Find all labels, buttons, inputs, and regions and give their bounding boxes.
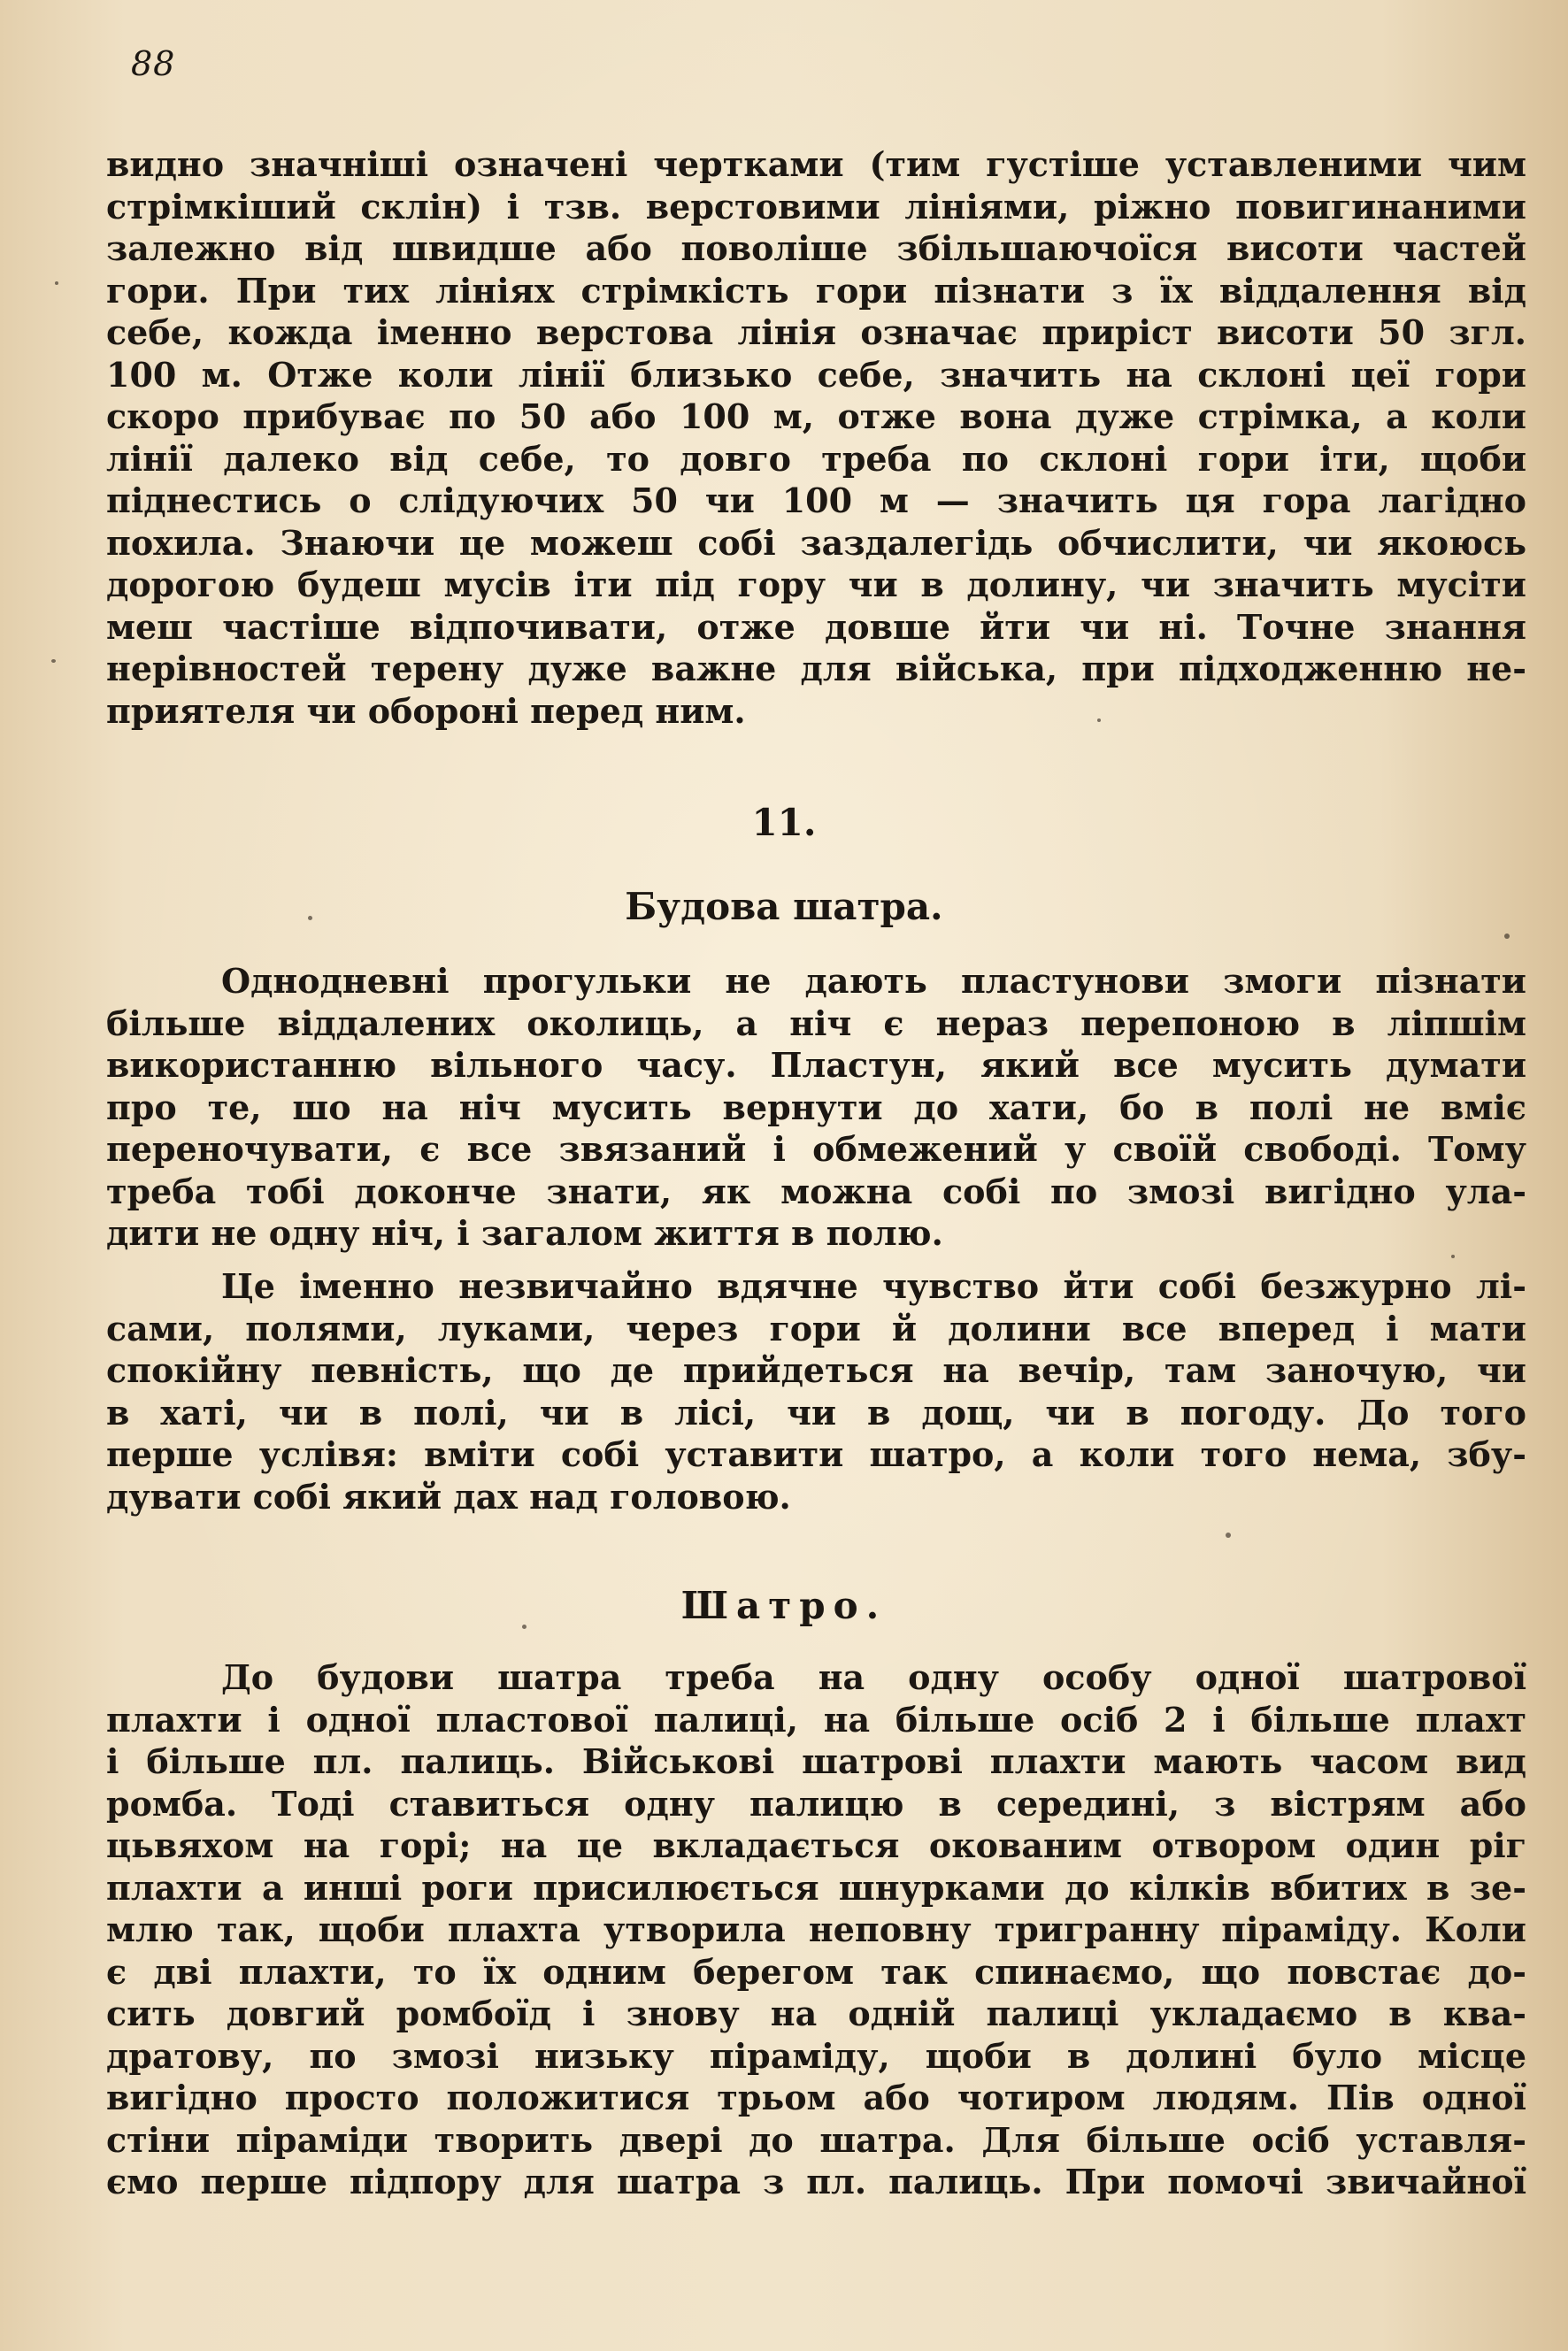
ink-speck xyxy=(1226,1533,1231,1538)
text-line: похила. Знаючи це можеш собі заздалегідь обчислити, чи якоюсь xyxy=(106,522,1526,563)
text-line: скоро прибуває по 50 або 100 м, отже вона дуже стрімка, а коли xyxy=(106,396,1526,436)
text-line: перше услівя: вміти собі уставити шатро, а коли того нема, збу- xyxy=(106,1434,1526,1474)
text-line: млю так, щоби плахта утворила неповну триграннy піраміду. Коли xyxy=(106,1909,1526,1949)
text-line: До будови шатра треба на одну особу одної шатрової xyxy=(221,1657,1526,1697)
text-line: цьвяхом на горі; на це вкладається окованим отвором один ріг xyxy=(106,1825,1526,1865)
section-paragraph-1 xyxy=(106,960,1526,1255)
ink-speck xyxy=(51,659,56,663)
text-line: переночувати, є все звязаний і обмежений у своїй свободі. Тому xyxy=(106,1129,1526,1169)
text-line: лінії далеко від себе, то довго треба по склоні гори іти, щоби xyxy=(106,438,1526,479)
text-line: дорогою будеш мусів іти під гору чи в долину, чи значить мусіти xyxy=(106,565,1526,604)
text-line: використанню вільного часу. Пластун, який все мусить думати xyxy=(106,1045,1526,1085)
ink-speck xyxy=(1451,1255,1455,1258)
text-line: гори. При тих лініях стрімкість гори пізнати з їх віддалення від xyxy=(106,270,1526,311)
section-number: 11. xyxy=(751,801,817,844)
section-title: Будова шатра. xyxy=(625,885,943,928)
text-line: треба тобі доконче знати, як можна собі по змозі вигідно ула- xyxy=(106,1171,1526,1211)
text-line: в хаті, чи в полі, чи в лісі, чи в дощ, чи в погоду. До того xyxy=(106,1392,1526,1433)
text-line: Це іменно незвичайно вдячне чувство йти собі безжурно лі- xyxy=(221,1266,1526,1306)
subsection-paragraph xyxy=(106,1656,1526,2203)
text-line: і більше пл. палиць. Військові шатрові плахти мають часом вид xyxy=(106,1741,1526,1781)
text-line: сить довгий ромбоїд і знову на одній палиці укладаємо в ква- xyxy=(106,1994,1526,2033)
ink-speck xyxy=(55,281,58,285)
text-line: Однодневні прогульки не дають пластунови змоги пізнати xyxy=(221,961,1526,1001)
section-paragraph-2 xyxy=(106,1265,1526,1517)
text-line: приятеля чи обороні перед ним. xyxy=(106,690,746,731)
text-line: піднестись о слідуючих 50 чи 100 м — значить ця гора лагідно xyxy=(106,480,1526,520)
text-line: залежно від швидше або поволіше збільшаючоїся висоти частей xyxy=(106,228,1526,268)
page-number: 88 xyxy=(131,44,176,83)
intro-paragraph xyxy=(106,143,1526,732)
text-line: стрімкіший склін) і тзв. верстовими лініями, ріжно повигинаними xyxy=(106,186,1526,227)
text-line: є дві плахти, то їх одним берегом так спинаємо, що повстає до- xyxy=(106,1951,1526,1992)
text-line: дити не одну ніч, і загалом життя в полю. xyxy=(106,1213,943,1253)
text-line: видно значніші означені чертками (тим густіше уставленими чим xyxy=(106,144,1526,184)
text-line: себе, кожда іменно верстова лінія означає приріст висоти 50 згл. xyxy=(106,312,1526,352)
text-line: плахти а инші роги присилюється шнурками до кілків вбитих в зе- xyxy=(106,1867,1526,1908)
text-line: 100 м. Отже коли лінії близько себе, значить на склоні цеї гори xyxy=(106,354,1526,395)
subsection-title: Шатро. xyxy=(680,1584,888,1627)
text-line: ємо перше підпору для шатра з пл. палиць. При помочі звичайної xyxy=(106,2162,1526,2201)
ink-speck xyxy=(1097,718,1101,722)
text-line: дувати собі який дах над головою. xyxy=(106,1476,791,1517)
ink-speck xyxy=(308,916,312,920)
text-line: сами, полями, луками, через гори й долини все вперед і мати xyxy=(106,1308,1526,1348)
text-line: ромба. Тоді ставиться одну палицю в середині, з вістрям або xyxy=(106,1783,1526,1824)
ink-speck xyxy=(1504,933,1510,939)
text-line: стіни піраміди творить двері до шатра. Для більше осіб уставля- xyxy=(106,2119,1526,2160)
text-line: більше віддалених околиць, а ніч є нераз перепоною в ліпшім xyxy=(106,1003,1526,1043)
text-line: спокійну певність, що де прийдеться на вечір, там заночую, чи xyxy=(106,1350,1526,1390)
text-line: дратову, по змозі низьку піраміду, щоби в долині було місце xyxy=(106,2035,1526,2076)
text-line: про те, шо на ніч мусить вернути до хати, бо в полі не вміє xyxy=(106,1087,1526,1127)
ink-speck xyxy=(522,1625,527,1629)
text-line: вигідно просто положитися трьом або чотиром людям. Пів одної xyxy=(106,2078,1526,2117)
text-line: меш частіше відпочивати, отже довше йти чи ні. Точне знання xyxy=(106,606,1526,647)
text-line: нерівностей терену дуже важне для війська, при підходженню не- xyxy=(106,649,1526,688)
text-line: плахти і одної пластової палиці, на більше осіб 2 і більше плахт xyxy=(106,1699,1526,1740)
